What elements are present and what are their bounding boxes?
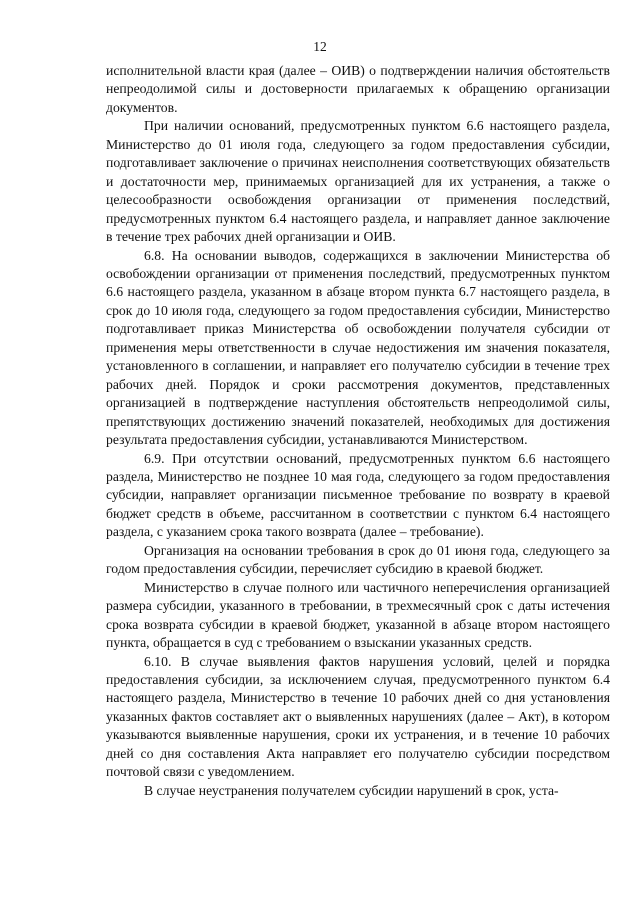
paragraph: 6.9. При отсутствии оснований, предусмотренных пунктом 6.6 настоящего раздела, Министерство не позднее 10 мая года, следующего за годом предоставления субсидии, направляет организации письменное требование по возврату в краевой бюджет средств в объеме, рассчитанном в соответствии с пунктом 6.4 настоящего раздела, с указанием срока такого возврата (далее – требование). [106, 450, 610, 540]
paragraph: При наличии оснований, предусмотренных пунктом 6.6 настоящего раздела, Министерство до 01 июля года, следующего за годом предоставления субсидии, подготавливает заключение о причинах неисполнения соответствующих обязательств и достаточности мер, принимаемых организацией для их устранения, а также о целесообразности освобождения организации от применения последствий, предусмотренных пунктом 6.4 настоящего раздела, и направляет данное заключение в течение трех рабочих дней организации и ОИВ. [106, 118, 610, 245]
paragraph: Министерство в случае полного или частичного неперечисления организацией размера субсидии, указанного в требовании, в трехмесячный срок с даты истечения срока возврата субсидии в краевой бюджет, указанной в абзаце втором настоящего пункта, обращается в суд с требованием о взыскании указанных средств. [106, 579, 610, 651]
paragraph: 6.10. В случае выявления фактов нарушения условий, целей и порядка предоставления субсидии, за исключением случая, предусмотренного пунктом 6.4 настоящего раздела, Министерство в течение 10 рабочих дней со дня установления указанных фактов составляет акт о выявленных нарушениях (далее – Акт), в котором указываются выявленные нарушения, сроки их устранения, и в течение 10 рабочих дней со дня составления Акта направляет его получателю субсидии посредством почтовой связи с уведомлением. [106, 653, 610, 780]
paragraph: В случае неустранения получателем субсидии нарушений в срок, уста- [144, 782, 559, 798]
page-number: 12 [313, 39, 327, 54]
document-body [106, 62, 610, 800]
paragraph: 6.8. На основании выводов, содержащихся в заключении Министерства об освобождении организации от применения последствий, предусмотренных пунктом 6.6 настоящего раздела, указанном в абзаце втором пункта 6.7 настоящего раздела, в срок до 10 июля года, следующего за годом предоставления субсидии, Министерство подготавливает приказ Министерства об освобождении получателя субсидии от применения меры ответственности в случае недостижения им значения показателя, установленного в соглашении, и направляет его получателю субсидии в течение трех рабочих дней. Порядок и сроки рассмотрения документов, представленных организацией в подтверждение наступления обстоятельств непреодолимой силы, препятствующих достижению значений показателей, необходимых для достижения результата предоставления субсидии, устанавливаются Министерством. [106, 247, 610, 448]
paragraph: исполнительной власти края (далее – ОИВ) о подтверждении наличия обстоятельств непреодолимой силы и достоверности прилагаемых к обращению организации документов. [106, 63, 610, 115]
paragraph: Организация на основании требования в срок до 01 июня года, следующего за годом предоставления субсидии, перечисляет субсидию в краевой бюджет. [106, 542, 610, 577]
